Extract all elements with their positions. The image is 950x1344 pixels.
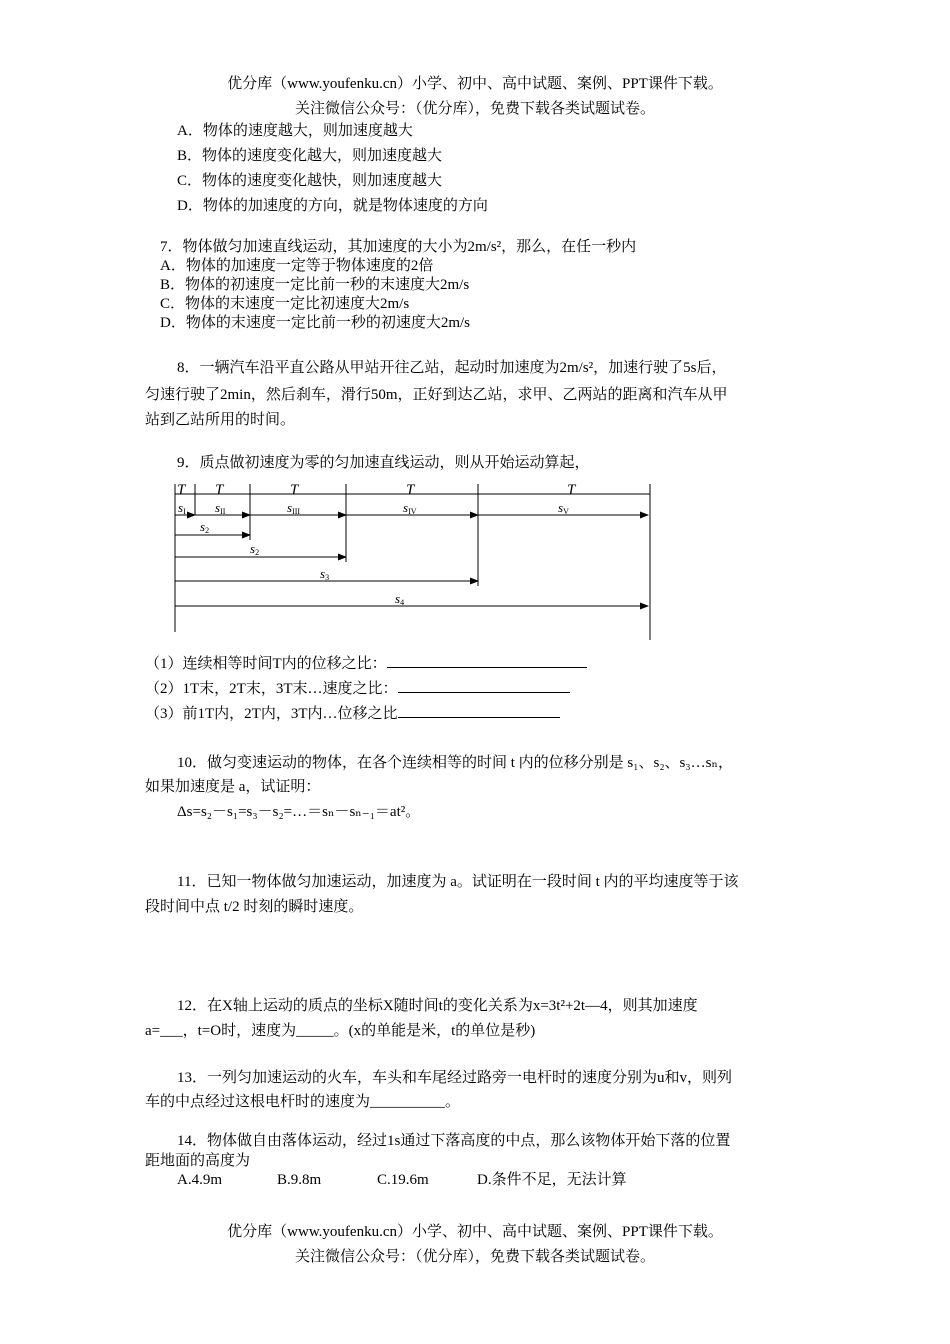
t-label: T — [290, 482, 299, 498]
q8-line-1: 8．一辆汽车沿平直公路从甲站开往乙站，起动时加速度为2m/s²，加速行驶了5s后， — [177, 360, 727, 376]
t-label: T — [215, 482, 224, 498]
segment-label: sII — [215, 500, 226, 516]
cumulative-label: s2 — [250, 541, 260, 557]
q7-option-a: A．物体的加速度一定等于物体速度的2倍 — [160, 258, 434, 274]
q12-line-2: a=___，t=O时，速度为_____。(x的单能是米，t的单位是秒) — [145, 1023, 536, 1039]
q14-line-2: 距地面的高度为 — [145, 1153, 251, 1169]
answer-blank[interactable] — [387, 653, 587, 668]
t-label: T — [567, 482, 576, 498]
q6-option-c: C．物体的速度变化越快，则加速度越大 — [177, 173, 443, 189]
segment-label: sIII — [287, 500, 301, 516]
t-label: T — [406, 482, 415, 498]
q6-option-b: B．物体的速度变化越大，则加速度越大 — [177, 148, 443, 164]
q9-sub-1: （1）连续相等时间T内的位移之比： — [145, 653, 587, 674]
segment-label: sIV — [403, 500, 417, 516]
q10-formula: Δs=s₂－s₁=s₃－s₂=…＝sₙ－sₙ₋₁＝at²。 — [177, 804, 421, 820]
q7-option-b: B．物体的初速度一定比前一秒的末速度大2m/s — [160, 277, 470, 293]
q11-line-2: 段时间中点 t/2 时刻的瞬时速度。 — [145, 899, 364, 915]
q13-line-2: 车的中点经过这根电杆时的速度为__________。 — [145, 1094, 461, 1110]
q10-line-2: 如果加速度是 a，试证明： — [145, 779, 321, 795]
q8-line-3: 站到乙站所用的时间。 — [145, 412, 296, 428]
q14-line-1: 14．物体做自由落体运动，经过1s通过下落高度的中点，那么该物体开始下落的位置 — [177, 1133, 731, 1149]
q7-stem: 7．物体做匀加速直线运动，其加速度的大小为2m/s²，那么，在任一秒内 — [160, 239, 637, 255]
q9-sub-2: （2）1T末，2T末，3T末…速度之比： — [145, 678, 570, 699]
header-line-2: 关注微信公众号：（优分库），免费下载各类试题试卷。 — [294, 101, 655, 117]
q9-stem: 9．质点做初速度为零的匀加速直线运动，则从开始运动算起， — [177, 455, 590, 471]
footer-line-1: 优分库（www.youfenku.cn）小学、初中、高中试题、案例、PPT课件下载。 — [227, 1224, 723, 1240]
q14-option-d: D.条件不足，无法计算 — [477, 1172, 627, 1188]
q10-line-1: 10．做匀变速运动的物体，在各个连续相等的时间 t 内的位移分别是 s₁、s₂、s₃…sₙ， — [177, 755, 733, 771]
q11-line-1: 11．已知一物体做匀加速运动，加速度为 a。试证明在一段时间 t 内的平均速度等于该 — [177, 874, 739, 890]
q8-line-2: 匀速行驶了2min，然后刹车，滑行50m，正好到达乙站，求甲、乙两站的距离和汽车从甲 — [145, 387, 728, 403]
q12-line-1: 12．在X轴上运动的质点的坐标X随时间t的变化关系为x=3t²+2t—4，则其加速度 — [177, 998, 698, 1014]
segment-label: sV — [558, 500, 569, 516]
cumulative-label: s3 — [320, 566, 330, 582]
t-label: T — [177, 482, 186, 498]
answer-blank[interactable] — [398, 678, 570, 693]
header-line-1: 优分库（www.youfenku.cn）小学、初中、高中试题、案例、PPT课件下载。 — [227, 76, 723, 92]
cumulative-label: s2 — [200, 519, 210, 535]
q13-line-1: 13．一列匀加速运动的火车，车头和车尾经过路旁一电杆时的速度分别为u和v，则列 — [177, 1070, 733, 1086]
cumulative-label: s4 — [395, 591, 405, 607]
displacement-diagram — [0, 0, 950, 650]
answer-blank[interactable] — [398, 703, 560, 718]
q14-option-a: A.4.9m — [177, 1172, 222, 1188]
q9-sub-3: （3）前1T内，2T内，3T内…位移之比 — [145, 703, 560, 724]
q6-option-a: A．物体的速度越大，则加速度越大 — [177, 123, 413, 139]
q7-option-c: C．物体的末速度一定比初速度大2m/s — [160, 296, 410, 312]
footer-line-2: 关注微信公众号：（优分库），免费下载各类试题试卷。 — [294, 1249, 655, 1265]
segment-label: sI — [178, 500, 186, 516]
q14-option-b: B.9.8m — [277, 1172, 322, 1188]
q7-option-d: D．物体的末速度一定比前一秒的初速度大2m/s — [160, 315, 471, 331]
q6-option-d: D．物体的加速度的方向，就是物体速度的方向 — [177, 198, 488, 214]
q14-option-c: C.19.6m — [377, 1172, 429, 1188]
